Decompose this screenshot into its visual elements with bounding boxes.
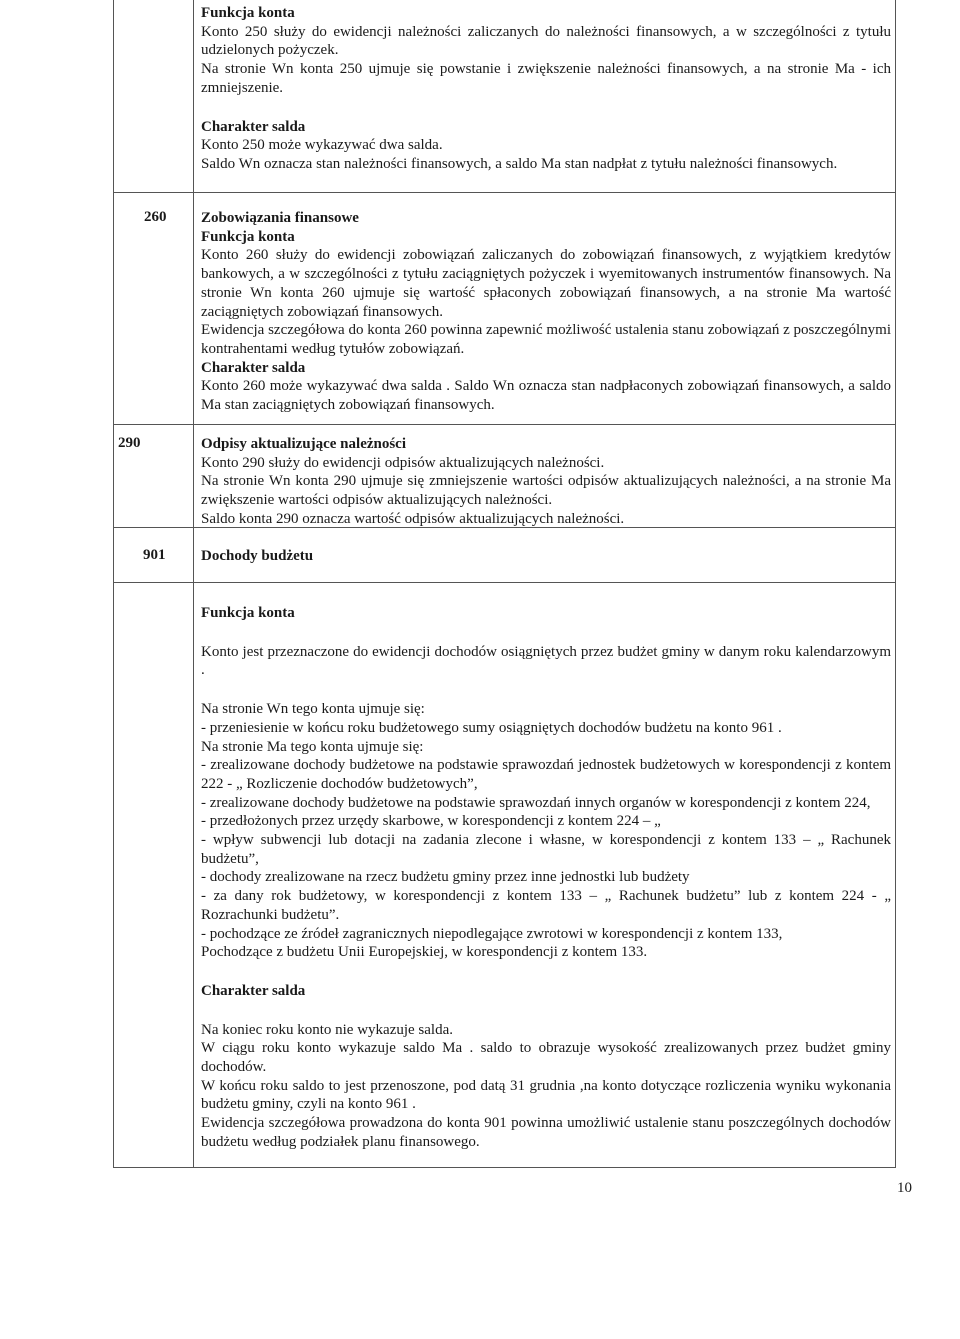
paragraph: W końcu roku saldo to jest przenoszone, pod datą 31 grudnia ,na konto dotyczące rozliczenia wyniku wykonania budżetu gminy, czyli na konto 961 . [201, 1077, 891, 1113]
paragraph: Na stronie Ma tego konta ujmuje się: [201, 738, 424, 755]
paragraph: Konto 250 może wykazywać dwa salda. [201, 137, 443, 154]
list-item: - dochody zrealizowane na rzecz budżetu gminy przez inne jednostki lub budżety [201, 869, 690, 886]
account-number-290: 290 [118, 435, 141, 451]
section-heading: Funkcja konta [201, 228, 295, 245]
paragraph: Konto 290 służy do ewidencji odpisów aktualizujących należności. [201, 454, 605, 471]
table-border-right [895, 0, 896, 1168]
section-heading: Charakter salda [201, 982, 306, 999]
table-border-left [113, 0, 114, 1168]
account-901-description [201, 604, 891, 1152]
table-border-bottom [113, 1167, 896, 1168]
paragraph: Konto jest przeznaczone do ewidencji dochodów osiągniętych przez budżet gminy w danym roku kalendarzowym . [201, 643, 891, 679]
account-number-901: 901 [143, 547, 166, 563]
list-item: - przedłożonych przez urzędy skarbowe, w korespondencji z kontem 224 – „ [201, 813, 661, 830]
list-item: - zrealizowane dochody budżetowe na podstawie sprawozdań jednostek budżetowych w korespondencji z kontem 222 - „ Rozliczenie dochodów budżetowych”, [201, 757, 891, 792]
paragraph: Ewidencja szczegółowa do konta 260 powinna zapewnić możliwość ustalenia stanu zobowiązań z poszczególnymi kontrahentami według tytułów zobowiązań. [201, 322, 891, 357]
list-item: - za dany rok budżetowy, w korespondencji z kontem 133 – „ Rachunek budżetu” lub z kontem 224 - „ Rozrachunki budżetu”. [201, 888, 891, 923]
paragraph: Na stronie Wn konta 250 ujmuje się powstanie i zwiększenie należności finansowych, a na stronie Ma - ich zmniejszenie. [201, 61, 891, 96]
account-title: Dochody budżetu [201, 548, 314, 564]
account-260-description [201, 209, 891, 415]
table-column-divider [193, 0, 194, 1168]
paragraph: Na stronie Wn tego konta ujmuje się: [201, 701, 425, 718]
account-number-260: 260 [144, 209, 167, 225]
list-item: - wpływ subwencji lub dotacji na zadania zlecone i własne, w korespondencji z kontem 133 – „ Rachunek budżetu”, [201, 832, 891, 867]
account-title: Odpisy aktualizujące należności [201, 436, 407, 452]
paragraph: Saldo konta 290 oznacza wartość odpisów aktualizujących należności. [201, 510, 625, 527]
account-title: Zobowiązania finansowe [201, 210, 359, 226]
paragraph: Ewidencja szczegółowa prowadzona do konta 901 powinna umożliwić ustalenie stanu poszczególnych dochodów budżetu według podziałek planu finansowego. [201, 1115, 891, 1150]
paragraph: Na koniec roku konto nie wykazuje salda. [201, 1021, 454, 1038]
section-heading: Charakter salda [201, 118, 306, 135]
paragraph: Konto 260 może wykazywać dwa salda . Saldo Wn oznacza stan nadpłaconych zobowiązań finansowych, a saldo Ma stan zaciągniętych zobowiązań finansowych. [201, 378, 891, 414]
list-item: - pochodzące ze źródeł zagranicznych niepodlegające zwrotowi w korespondencji z kontem 133, [201, 925, 783, 942]
row-divider [113, 582, 896, 583]
section-heading: Funkcja konta [201, 5, 295, 21]
list-item: - zrealizowane dochody budżetowe na podstawie sprawozdań innych organów w korespondencji z kontem 224, [201, 794, 871, 811]
paragraph: Saldo Wn oznacza stan należności finansowych, a saldo Ma stan nadpłat z tytułu należności finansowych. [201, 155, 838, 172]
paragraph: Konto 250 służy do ewidencji należności zaliczanych do należności finansowych, a w szczególności z tytułu udzielonych pożyczek. [201, 23, 891, 59]
paragraph: Konto 260 służy do ewidencji zobowiązań zaliczanych do zobowiązań finansowych, z wyjątkiem kredytów bankowych, a w szczególności z tytułu zaciągniętych pożyczek i wyemitowanych instrumentów finansowych. Na stronie Wn konta 260 ujmuje się wartość spłaconych zobowiązań finansowych, a na stronie Ma wartość zaciągniętych zobowiązań finansowych. [201, 247, 891, 320]
row-divider [113, 192, 896, 193]
account-901-title-cell [201, 547, 891, 566]
page-number: 10 [897, 1180, 912, 1196]
paragraph: Na stronie Wn konta 290 ujmuje się zmniejszenie wartości odpisów aktualizujących należności, a na stronie Ma zwiększenie wartości odpisów aktualizujących należności. [201, 473, 891, 509]
row-divider [113, 424, 896, 425]
section-heading: Charakter salda [201, 359, 306, 376]
paragraph: W ciągu roku konto wykazuje saldo Ma . saldo to obrazuje wysokość zrealizowanych przez budżet gminy dochodów. [201, 1040, 891, 1076]
paragraph: Pochodzące z budżetu Unii Europejskiej, w korespondencji z kontem 133. [201, 944, 648, 961]
account-250-description [201, 4, 891, 174]
list-item: - przeniesienie w końcu roku budżetowego sumy osiągniętych dochodów budżetu na konto 961 . [201, 719, 782, 736]
account-290-description [201, 435, 891, 529]
section-heading: Funkcja konta [201, 605, 295, 621]
